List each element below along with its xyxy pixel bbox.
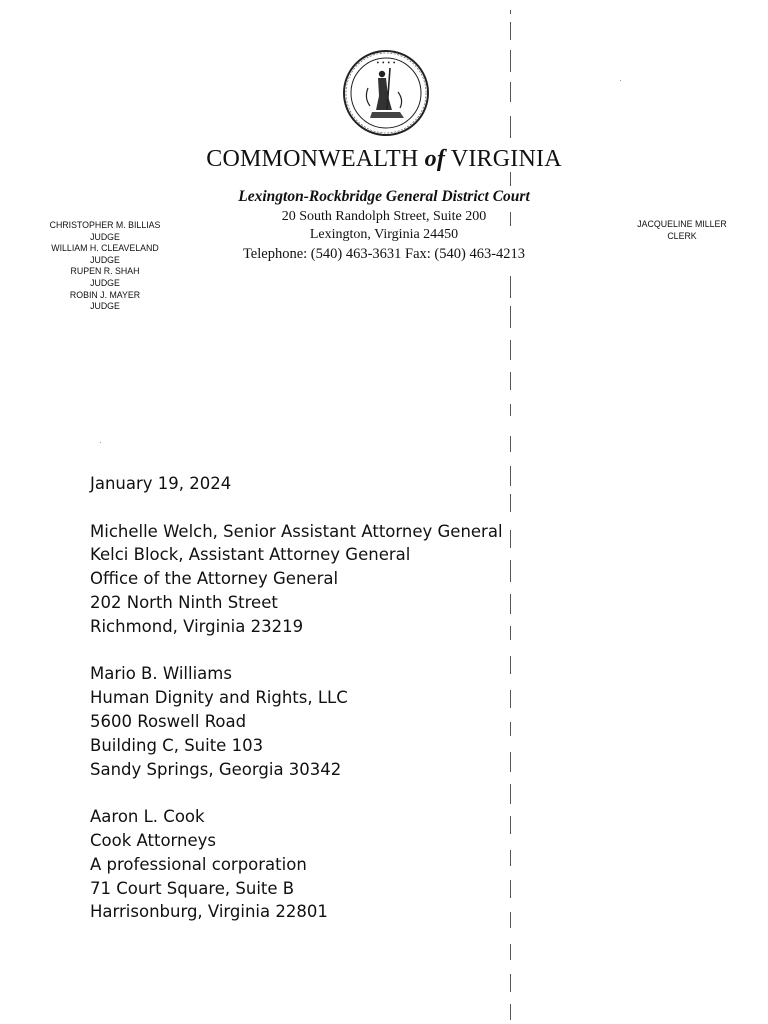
- scan-line-segment: [510, 494, 511, 512]
- scan-line-segment: [510, 656, 511, 674]
- virginia-seal-icon: [342, 48, 430, 138]
- scan-line-segment: [510, 340, 511, 360]
- clerk-title: CLERK: [667, 230, 697, 241]
- scan-line-segment: [510, 690, 511, 708]
- scan-line-segment: [510, 816, 511, 834]
- recipient-line: Office of the Attorney General: [90, 569, 339, 589]
- scan-speck: [620, 80, 621, 81]
- recipient-line: Harrisonburg, Virginia 22801: [90, 902, 328, 922]
- scan-line-segment: [510, 404, 511, 416]
- court-name: Lexington-Rockbridge General District Court: [238, 188, 530, 205]
- scan-line-segment: [510, 306, 511, 328]
- title-commonwealth: COMMONWEALTH: [206, 146, 419, 172]
- scan-line-segment: [510, 212, 511, 226]
- scan-line-segment: [510, 22, 511, 40]
- scan-line-segment: [510, 626, 511, 640]
- judge-name: ROBIN J. MAYER: [69, 289, 141, 300]
- scan-line-segment: [510, 594, 511, 614]
- judge-name: WILLIAM H. CLEAVELAND: [51, 243, 159, 254]
- scan-line-segment: [510, 784, 511, 804]
- scan-line-segment: [510, 10, 511, 14]
- recipient-line: 5600 Roswell Road: [90, 711, 247, 731]
- recipient-line: Human Dignity and Rights, LLC: [90, 688, 348, 708]
- recipient-line: 71 Court Square, Suite B: [90, 878, 295, 898]
- judge-name: RUPEN R. SHAH: [70, 266, 140, 277]
- recipient-line: Michelle Welch, Senior Assistant Attorney General: [90, 521, 503, 541]
- judge-title: JUDGE: [90, 231, 120, 242]
- recipient-block: [90, 662, 503, 781]
- scan-line-segment: [510, 50, 511, 72]
- scan-line-segment: [510, 880, 511, 898]
- judge-name: CHRISTOPHER M. BILLIAS: [49, 220, 161, 230]
- court-phone-fax: Telephone: (540) 463-3631 Fax: (540) 463-4213: [242, 246, 526, 262]
- clerk-block: [622, 219, 742, 242]
- court-address-line2: Lexington, Virginia 24450: [309, 227, 459, 242]
- scan-line-segment: [510, 116, 511, 138]
- recipient-line: 202 North Ninth Street: [90, 592, 278, 612]
- scan-line-segment: [510, 172, 511, 186]
- recipient-line: Mario B. Williams: [90, 664, 232, 684]
- scan-line-segment: [510, 530, 511, 548]
- title-state: VIRGINIA: [450, 146, 562, 172]
- scan-line-segment: [510, 560, 511, 582]
- letter-date: January 19, 2024: [90, 474, 232, 493]
- scan-line-segment: [510, 752, 511, 772]
- clerk-name: JACQUELINE MILLER: [637, 219, 727, 229]
- recipient-line: Richmond, Virginia 23219: [90, 616, 304, 636]
- judges-list: [40, 220, 170, 313]
- scan-line-segment: [510, 276, 511, 298]
- judge-title: JUDGE: [90, 301, 120, 312]
- scan-line-segment: [510, 722, 511, 736]
- scan-line-segment: [510, 466, 511, 486]
- title-of: of: [424, 146, 446, 172]
- recipient-line: Cook Attorneys: [90, 830, 217, 850]
- scan-line-segment: [510, 436, 511, 452]
- judge-title: JUDGE: [90, 254, 120, 265]
- scan-speck: [100, 442, 101, 443]
- scan-line-segment: [510, 850, 511, 866]
- recipient-line: A professional corporation: [90, 854, 307, 874]
- recipient-line: Aaron L. Cook: [90, 807, 205, 827]
- commonwealth-title: [0, 146, 768, 173]
- recipient-block: [90, 805, 503, 924]
- recipient-line: Kelci Block, Assistant Attorney General: [90, 545, 411, 565]
- judge-title: JUDGE: [90, 277, 120, 288]
- scan-line-segment: [510, 974, 511, 992]
- letter-body: [90, 472, 503, 924]
- court-address-line1: 20 South Randolph Street, Suite 200: [281, 209, 487, 224]
- recipient-line: Sandy Springs, Georgia 30342: [90, 759, 342, 779]
- scan-line-segment: [510, 372, 511, 390]
- recipient-line: Building C, Suite 103: [90, 735, 264, 755]
- recipient-block: [90, 520, 503, 639]
- scan-line-segment: [510, 82, 511, 102]
- scan-line-segment: [510, 944, 511, 960]
- scan-line-segment: [510, 912, 511, 928]
- scan-line-segment: [510, 1004, 511, 1020]
- svg-text:• • • •: • • • •: [376, 60, 396, 67]
